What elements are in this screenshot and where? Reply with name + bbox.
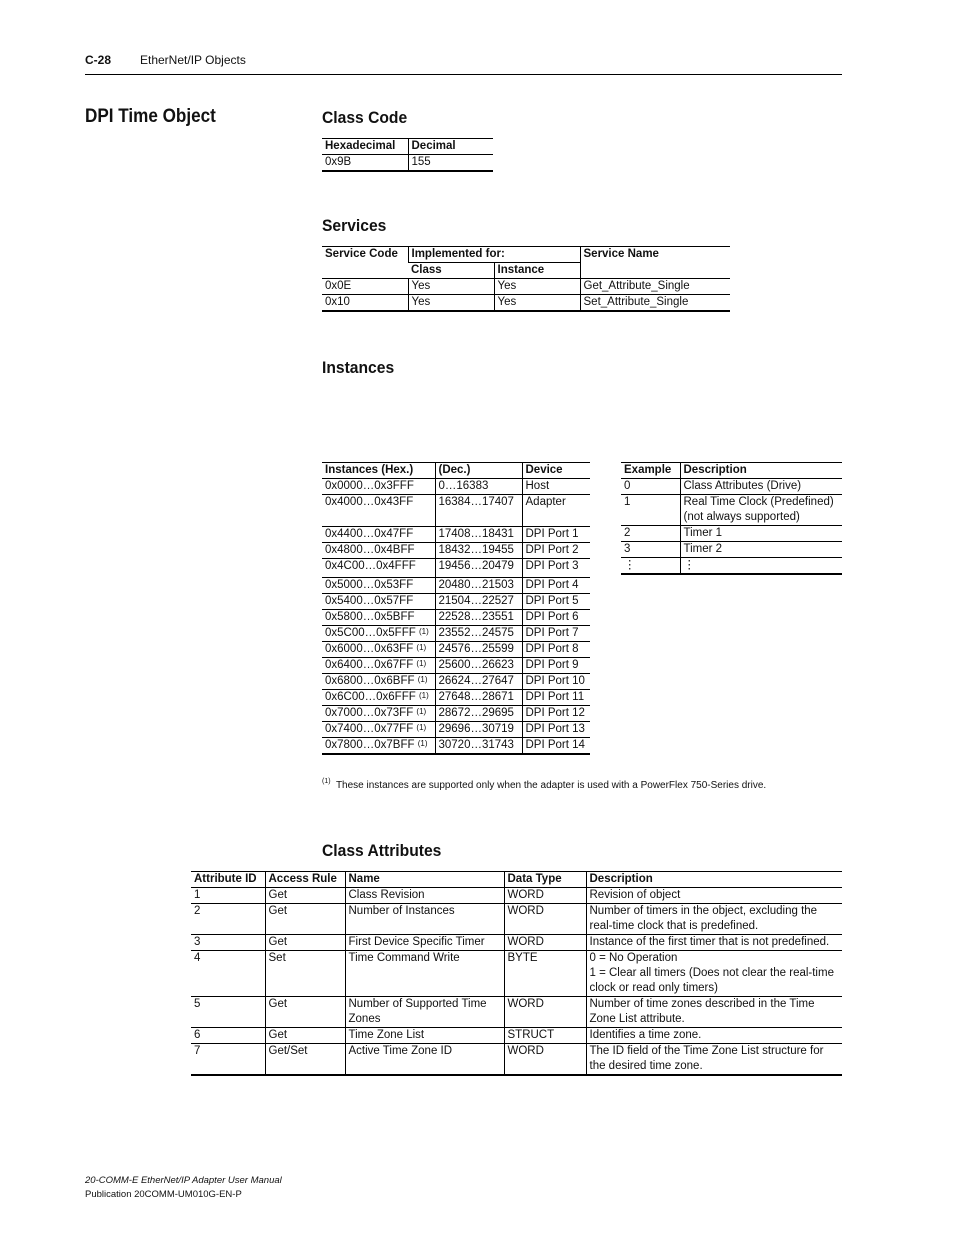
table-row <box>191 935 842 951</box>
table-cell: 27648…28671 <box>435 690 522 706</box>
table-cell: Adapter <box>522 495 590 527</box>
footer-manual: 20-COMM-E EtherNet/IP Adapter User Manual <box>85 1175 282 1186</box>
table-cell <box>322 543 435 559</box>
column-header: Class <box>408 263 494 279</box>
column-header: Description <box>680 463 842 479</box>
table-cell: Host <box>522 479 590 495</box>
footnote-marker: (1) <box>418 691 429 700</box>
footnote-marker: (1) <box>416 659 427 668</box>
table-cell <box>586 951 842 997</box>
table-cell: 1 <box>191 888 265 904</box>
table-row <box>621 542 842 558</box>
footnote-marker: (1) <box>417 675 428 684</box>
table-cell: 4 <box>191 951 265 997</box>
table-cell: Class Revision <box>345 888 504 904</box>
table-cell <box>322 674 435 690</box>
class-code-table <box>322 138 493 172</box>
table-row <box>322 527 590 543</box>
instance-hex: 0x5800…0x5BFF <box>325 611 415 623</box>
column-header: Name <box>345 872 504 888</box>
table-cell: Get <box>265 997 345 1028</box>
column-header: Access Rule <box>265 872 345 888</box>
table-row <box>621 495 842 526</box>
table-cell <box>322 578 435 594</box>
instances-table <box>322 462 590 755</box>
table-cell: DPI Port 11 <box>522 690 590 706</box>
footnote-marker: (1) <box>322 778 331 785</box>
footnote-marker: (1) <box>416 707 427 716</box>
table-cell: Set <box>265 951 345 997</box>
description-extra: 1 = Clear all timers (Does not clear the real-time clock or read only timers) <box>589 967 834 994</box>
table-cell <box>322 626 435 642</box>
table-row <box>322 155 493 172</box>
table-cell: Yes <box>494 279 580 295</box>
attributes-body <box>191 888 842 1076</box>
table-cell: Yes <box>408 279 494 295</box>
table-row <box>322 626 590 642</box>
table-cell: DPI Port 2 <box>522 543 590 559</box>
column-header: Data Type <box>504 872 586 888</box>
instance-hex: 0x4C00…0x4FFF <box>325 560 416 572</box>
table-cell: 2 <box>191 904 265 935</box>
table-header-row <box>322 139 493 155</box>
table-row <box>191 1044 842 1076</box>
table-cell: WORD <box>504 1044 586 1076</box>
instance-hex: 0x5C00…0x5FFF <box>325 627 416 639</box>
table-header-row <box>621 463 842 479</box>
column-header: Hexadecimal <box>322 139 408 155</box>
table-cell: DPI Port 8 <box>522 642 590 658</box>
table-row <box>322 559 590 578</box>
class-attributes-heading: Class Attributes <box>322 841 442 860</box>
table-row <box>621 526 842 542</box>
table-cell: DPI Port 1 <box>522 527 590 543</box>
table-cell <box>586 904 842 935</box>
table-cell: 21504…22527 <box>435 594 522 610</box>
table-cell <box>322 559 435 578</box>
footnote <box>322 780 766 791</box>
table-row <box>191 888 842 904</box>
examples-body <box>621 479 842 575</box>
instance-hex: 0x4000…0x43FF <box>325 496 414 508</box>
table-cell: DPI Port 6 <box>522 610 590 626</box>
table-cell: DPI Port 7 <box>522 626 590 642</box>
table-cell: Timer 2 <box>680 542 842 558</box>
table-cell: DPI Port 4 <box>522 578 590 594</box>
table-cell: First Device Specific Timer <box>345 935 504 951</box>
table-cell <box>322 690 435 706</box>
table-cell <box>586 997 842 1028</box>
table-cell: Get <box>265 1028 345 1044</box>
column-header: Instance <box>494 263 580 279</box>
column-header: Service Name <box>580 247 730 279</box>
instance-hex: 0x6C00…0x6FFF <box>325 691 416 703</box>
chapter-title: EtherNet/IP Objects <box>140 53 246 67</box>
table-cell: 20480…21503 <box>435 578 522 594</box>
column-header: (Dec.) <box>435 463 522 479</box>
table-cell: DPI Port 14 <box>522 738 590 755</box>
services-heading: Services <box>322 216 387 235</box>
table-cell: 0 <box>621 479 680 495</box>
table-row <box>191 997 842 1028</box>
table-cell: Yes <box>408 295 494 312</box>
footnote-marker: (1) <box>418 627 429 636</box>
table-row <box>322 610 590 626</box>
table-cell: 23552…24575 <box>435 626 522 642</box>
table-cell: 5 <box>191 997 265 1028</box>
column-header: Attribute ID <box>191 872 265 888</box>
table-cell: Get_Attribute_Single <box>580 279 730 295</box>
column-header: Device <box>522 463 590 479</box>
table-cell: Number of Instances <box>345 904 504 935</box>
table-cell <box>322 738 435 755</box>
table-cell: DPI Port 10 <box>522 674 590 690</box>
footnote-marker: (1) <box>416 643 427 652</box>
table-cell: DPI Port 13 <box>522 722 590 738</box>
instances-heading: Instances <box>322 358 395 377</box>
table-cell: WORD <box>504 997 586 1028</box>
table-row <box>322 738 590 755</box>
column-header: Implemented for: <box>408 247 580 263</box>
table-cell: Time Zone List <box>345 1028 504 1044</box>
table-row <box>322 594 590 610</box>
table-cell: Set_Attribute_Single <box>580 295 730 312</box>
table-cell <box>586 935 842 951</box>
table-row <box>322 495 590 527</box>
instance-hex: 0x6800…0x6BFF <box>325 675 415 687</box>
table-cell: Real Time Clock (Predefined) (not always supported) <box>680 495 842 526</box>
table-cell: 26624…27647 <box>435 674 522 690</box>
footnote-marker: (1) <box>416 723 427 732</box>
page-title: DPI Time Object <box>85 106 216 127</box>
column-header: Decimal <box>408 139 493 155</box>
table-header-row <box>322 247 730 263</box>
table-cell: 155 <box>408 155 493 172</box>
table-cell <box>322 642 435 658</box>
table-cell <box>322 479 435 495</box>
column-header: Example <box>621 463 680 479</box>
table-cell: Get <box>265 888 345 904</box>
table-cell: DPI Port 5 <box>522 594 590 610</box>
table-cell <box>322 722 435 738</box>
table-cell: Active Time Zone ID <box>345 1044 504 1076</box>
table-row <box>322 642 590 658</box>
table-cell: 0x0E <box>322 279 408 295</box>
services-table <box>322 246 730 312</box>
table-cell: STRUCT <box>504 1028 586 1044</box>
table-cell <box>322 527 435 543</box>
table-cell: Get <box>265 935 345 951</box>
table-cell: 2 <box>621 526 680 542</box>
table-cell: 19456…20479 <box>435 559 522 578</box>
table-row <box>322 722 590 738</box>
table-row <box>322 706 590 722</box>
table-cell <box>586 888 842 904</box>
table-cell: DPI Port 3 <box>522 559 590 578</box>
column-header: Service Code <box>322 247 408 279</box>
table-row <box>322 674 590 690</box>
table-cell: DPI Port 9 <box>522 658 590 674</box>
table-row <box>322 690 590 706</box>
instance-hex: 0x5000…0x53FF <box>325 579 414 591</box>
table-row <box>191 904 842 935</box>
table-row <box>191 951 842 997</box>
table-cell: 28672…29695 <box>435 706 522 722</box>
table-cell <box>322 658 435 674</box>
column-header: Instances (Hex.) <box>322 463 435 479</box>
table-cell <box>586 1028 842 1044</box>
column-header: Description <box>586 872 842 888</box>
instance-hex: 0x5400…0x57FF <box>325 595 414 607</box>
table-cell: ⋮ <box>621 558 680 575</box>
table-cell: 17408…18431 <box>435 527 522 543</box>
table-cell: Get <box>265 904 345 935</box>
table-row <box>621 558 842 575</box>
description-text: Identifies a time zone. <box>589 1029 702 1041</box>
class-attributes-table <box>191 871 842 1076</box>
table-cell: WORD <box>504 904 586 935</box>
table-cell: 6 <box>191 1028 265 1044</box>
table-cell <box>586 1044 842 1076</box>
table-cell: 29696…30719 <box>435 722 522 738</box>
instance-hex: 0x6000…0x63FF <box>325 643 414 655</box>
table-cell <box>322 594 435 610</box>
class-code-heading: Class Code <box>322 108 408 127</box>
table-cell: 16384…17407 <box>435 495 522 527</box>
table-cell: Get/Set <box>265 1044 345 1076</box>
table-cell: BYTE <box>504 951 586 997</box>
table-cell: 7 <box>191 1044 265 1076</box>
table-row <box>322 479 590 495</box>
table-cell: ⋮ <box>680 558 842 575</box>
instance-hex: 0x7800…0x7BFF <box>325 739 415 751</box>
examples-table <box>621 462 842 575</box>
description-text: 0 = No Operation <box>589 952 678 964</box>
table-cell: 0…16383 <box>435 479 522 495</box>
table-cell <box>322 706 435 722</box>
table-cell: 1 <box>621 495 680 526</box>
table-row <box>322 658 590 674</box>
instance-hex: 0x0000…0x3FFF <box>325 480 414 492</box>
instance-hex: 0x7400…0x77FF <box>325 723 414 735</box>
table-cell: 22528…23551 <box>435 610 522 626</box>
table-row <box>621 479 842 495</box>
table-row <box>322 279 730 295</box>
description-text: Number of time zones described in the Time Zone List attribute. <box>589 998 815 1025</box>
table-cell: WORD <box>504 888 586 904</box>
table-cell: WORD <box>504 935 586 951</box>
footer-publication: Publication 20COMM-UM010G-EN-P <box>85 1189 242 1200</box>
footnote-text: These instances are supported only when the adapter is used with a PowerFlex 750-Series drive. <box>335 780 767 791</box>
table-header-row <box>322 463 590 479</box>
instance-hex: 0x7000…0x73FF <box>325 707 414 719</box>
table-cell: 24576…25599 <box>435 642 522 658</box>
description-text: Instance of the first timer that is not predefined. <box>589 936 830 948</box>
table-cell: Timer 1 <box>680 526 842 542</box>
table-cell: 0x10 <box>322 295 408 312</box>
table-cell <box>322 495 435 527</box>
instance-hex: 0x4800…0x4BFF <box>325 544 415 556</box>
instance-hex: 0x6400…0x67FF <box>325 659 414 671</box>
table-cell: 0x9B <box>322 155 408 172</box>
table-row <box>322 543 590 559</box>
table-cell: Class Attributes (Drive) <box>680 479 842 495</box>
page-number: C-28 <box>85 53 112 67</box>
table-header-row <box>191 872 842 888</box>
table-cell: 3 <box>191 935 265 951</box>
table-cell: Time Command Write <box>345 951 504 997</box>
description-text: Revision of object <box>589 889 681 901</box>
footnote-marker: (1) <box>417 739 428 748</box>
table-cell: 25600…26623 <box>435 658 522 674</box>
instance-hex: 0x4400…0x47FF <box>325 528 414 540</box>
table-cell: DPI Port 12 <box>522 706 590 722</box>
table-cell <box>322 610 435 626</box>
table-row <box>191 1028 842 1044</box>
description-text: Number of timers in the object, excluding the real-time clock that is predefined. <box>589 905 818 932</box>
table-row <box>322 295 730 312</box>
header-rule <box>85 74 842 75</box>
table-cell: Yes <box>494 295 580 312</box>
instances-body <box>322 479 590 755</box>
table-row <box>322 578 590 594</box>
table-cell: Number of Supported Time Zones <box>345 997 504 1028</box>
table-cell: 3 <box>621 542 680 558</box>
table-cell: 30720…31743 <box>435 738 522 755</box>
table-cell: 18432…19455 <box>435 543 522 559</box>
description-text: The ID field of the Time Zone List structure for the desired time zone. <box>589 1045 824 1072</box>
